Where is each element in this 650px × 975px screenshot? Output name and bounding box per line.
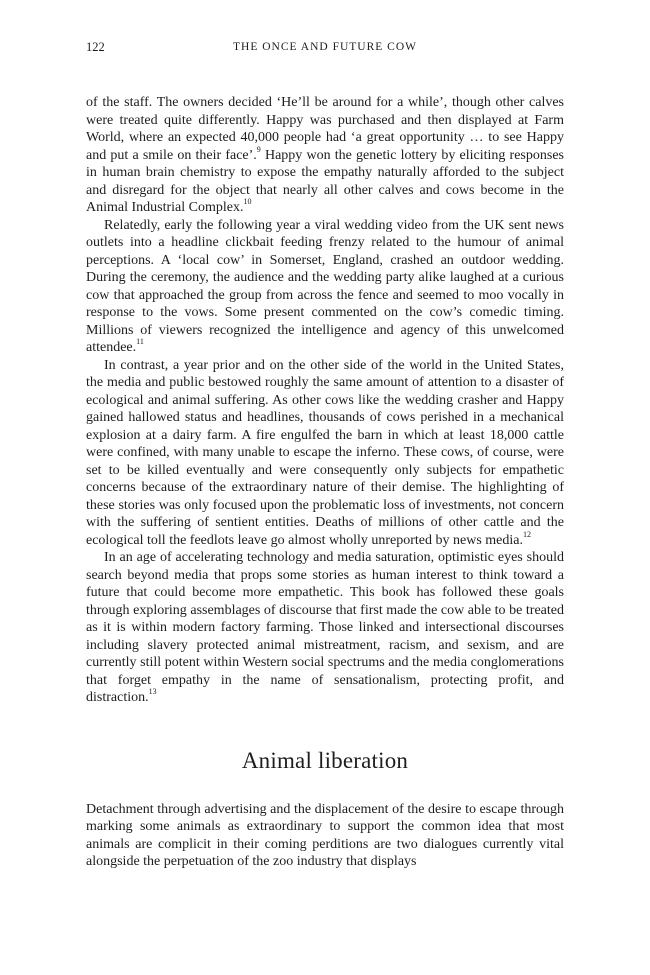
running-title: THE ONCE AND FUTURE COW [233,41,417,53]
paragraph-1-text-b: Happy won the genetic lottery by eliciting responses in human brain chemistry to expose the empathy naturally afforded to the subject and disregard for the object that nearly all other calves and cows become in the Animal Industrial Complex. [86,147,564,215]
section-heading: Animal liberation [241,747,409,773]
page-number: 122 [86,40,105,54]
body-text [86,94,564,871]
paragraph-2-text: Relatedly, early the following year a viral wedding video from the UK sent news outlets into a headline clickbait feeding frenzy related to the humour of animal perceptions. A ‘local cow’ in Somerset, England, crashed an outdoor wedding. During the ceremony, the audience and the wedding party alike laughed at a curious cow that approached the group from across the fence and seemed to moo vocally in response to the vows. Some present commented on the cow’s comedic timing. Millions of viewers recognized the intelligence and agency of this unwelcomed attendee. [86,217,564,355]
paragraph-3-text: In contrast, a year prior and on the other side of the world in the United States, the media and public bestowed roughly the same amount of attention to a disaster of ecological and animal suffering. As other cows like the wedding crasher and Happy gained hallowed status and headlines, thousands of cows perished in a mechanical explosion at a dairy farm. A fire engulfed the barn in which at least 18,000 cattle were confined, with many unable to escape the inferno. These cows, of course, were set to be killed eventually and were consequently only subjects for empathetic concerns because of the extraordinary nature of their demise. The highlighting of these stories was only focused upon the problematic loss of investments, not concern with the suffering of sentient entities. Deaths of millions of other cattle and the ecological toll the feedlots leave go almost wholly unreported by news media. [86,357,564,548]
paragraph-3 [86,357,564,550]
section-paragraph-1: Detachment through advertising and the displacement of the desire to escape through marking some animals as extraordinary to support the common idea that most animals are complicit in their coming perditions are two dialogues currently vital alongside the perpetuation of the zoo industry that displays [86,801,564,869]
footnote-ref-10: 10 [243,197,252,207]
paragraph-1 [86,94,564,217]
footnote-ref-13: 13 [148,687,157,697]
running-head [86,36,564,58]
footnote-ref-12: 12 [523,529,531,539]
paragraph-4-text: In an age of accelerating technology and media saturation, optimistic eyes should search beyond media that props some stories as human interest to think toward a future that could become more empathetic. This book has followed these goals through exploring assemblages of discourse that first made the cow able to be treated as it is within modern factory farming. Those linked and intersectional discourses including slavery protected animal mistreatment, racism, and sexism, and are currently still potent within Western social spectrums and the media conglomerations that forget empathy in the name of sensationalism, protecting profit, and distraction. [86,550,564,705]
paragraph-1-text-a: of the staff. The owners decided ‘He’ll be around for a while’, though other calves were treated quite differently. Happy was purchased and then displayed at Farm World, where an expected 40,000 people had ‘a great opportunity … to see Happy and put a smile on their face’. [86,95,564,163]
paragraph-4 [86,549,564,707]
footnote-ref-11: 11 [136,337,144,347]
footnote-ref-9: 9 [256,144,261,154]
paragraph-2 [86,217,564,357]
book-page [86,36,564,871]
